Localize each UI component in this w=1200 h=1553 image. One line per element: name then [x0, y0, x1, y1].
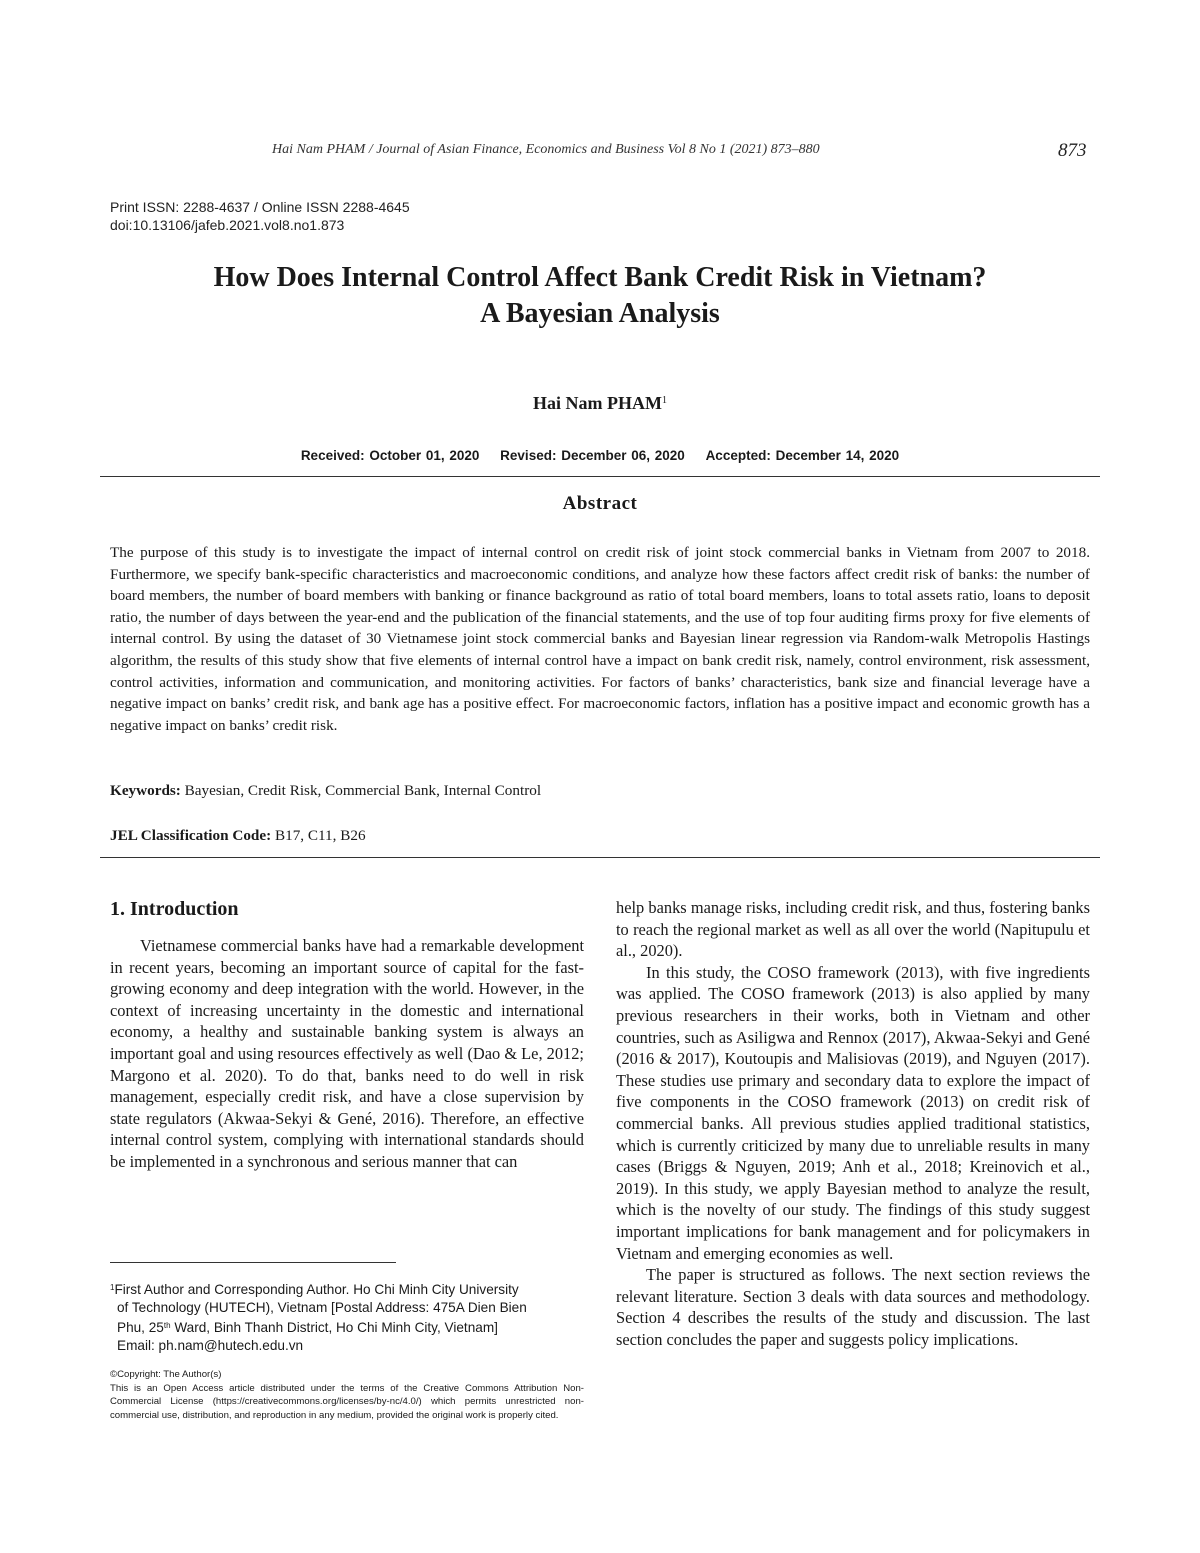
footnote-line-2: of Technology (HUTECH), Vietnam [Postal Address: 475A Dien Bien	[117, 1300, 527, 1315]
jel-value: B17, C11, B26	[274, 827, 366, 844]
revised-date: Revised: December 06, 2020	[500, 448, 685, 463]
author-name: Hai Nam PHAM	[533, 393, 662, 413]
copyright-text: This is an Open Access article distributed under the terms of the Creative Commons Attribution Non-Commercial License (https://creativecommons.org/licenses/by-nc/4.0/) which permits unrestricted non-commercial use, distribution, and reproduction in any medium, provided the original work is properly cited.	[110, 1382, 584, 1421]
footnote-divider	[110, 1262, 396, 1263]
jel-classification	[110, 827, 366, 845]
received-date: Received: October 01, 2020	[300, 448, 480, 463]
footnote-line-3: Phu, 25th Ward, Binh Thanh District, Ho Chi Minh City, Vietnam]	[117, 1320, 498, 1335]
intro-paragraph-1: Vietnamese commercial banks have had a remarkable development in recent years, becoming an important source of capital for the fast-growing economy and deep integration with the world. However, in the context of increasing uncertainty in the domestic and international economy, a healthy and sustainable banking system is always an important goal and using resources effectively as well (Dao & Le, 2012; Margono et al. 2020). To do that, banks need to do well in risk management, especially credit risk, and have a close supervision by state regulators (Akwaa-Sekyi & Gené, 2016). Therefore, an effective internal control system, complying with international standards should be implemented in a synchronous and serious manner that can	[110, 936, 584, 1171]
submission-dates	[0, 448, 1200, 463]
doi-line: doi:10.13106/jafeb.2021.vol8.no1.873	[110, 217, 345, 233]
intro-paragraph-1-continued: help banks manage risks, including credit risk, and thus, fostering banks to reach the regional market as well as all over the world (Napitupulu et al., 2020).	[616, 898, 1090, 961]
top-divider	[100, 476, 1100, 477]
copyright-notice	[110, 1368, 584, 1422]
intro-paragraph-2: In this study, the COSO framework (2013), with five ingredients was applied. The COSO framework (2013) is also applied by many previous researchers in their works, both in Vietnam and other countries, such as Asiligwa and Rennox (2017), Akwaa-Sekyi and Gené (2016 & 2017), Koutoupis and Malisiovas (2019), and Nguyen (2017). These studies use primary and secondary data to explore the impact of five components in the COSO framework (2013) on credit risk of commercial banks. All previous studies applied traditional statistics, which is currently criticized by many due to unreliable results in many cases (Briggs & Nguyen, 2019; Anh et al., 2018; Kreinovich et al., 2019). In this study, we apply Bayesian method to analyze the result, which is the novelty of our study. The findings of this study suggest important implications for bank management and for policymakers in Vietnam and emerging economies as well.	[616, 962, 1090, 1263]
bottom-divider	[100, 857, 1100, 858]
author-footnote	[110, 1279, 584, 1355]
title-line-1: How Does Internal Control Affect Bank Credit Risk in Vietnam?	[213, 262, 987, 293]
abstract-text: The purpose of this study is to investigate the impact of internal control on credit risk of joint stock commercial banks in Vietnam from 2007 to 2018. Furthermore, we specify bank-specific characteristics and macroeconomic conditions, and analyze how these factors affect credit risk of banks: the number of board members, the number of board members with banking or finance background as ratio of total board members, loans to total assets ratio, loans to deposit ratio, the number of days between the year-end and the publication of the financial statements, and the use of top four auditing firms proxy for five elements of internal control. By using the dataset of 30 Vietnamese joint stock commercial banks and Bayesian linear regression via Random-walk Metropolis Hastings algorithm, the results of this study show that five elements of internal control have a impact on bank credit risk, namely, control environment, risk assessment, control activities, information and communication, and monitoring activities. For factors of banks’ characteristics, bank size and financial leverage have a negative impact on banks’ credit risk, and bank age has a positive effect. For macroeconomic factors, inflation has a positive impact and economic growth has a negative impact on banks’ credit risk.	[110, 544, 1090, 734]
abstract-heading: Abstract	[562, 493, 638, 514]
title-line-2: A Bayesian Analysis	[480, 298, 720, 329]
issn-line: Print ISSN: 2288-4637 / Online ISSN 2288-4645	[110, 199, 410, 215]
author-affiliation-marker: 1	[661, 395, 667, 406]
footnote-marker: 1	[110, 1283, 115, 1292]
copyright-heading: ©Copyright: The Author(s)	[110, 1369, 222, 1380]
jel-label: JEL Classification Code:	[110, 827, 272, 844]
intro-paragraph-3: The paper is structured as follows. The next section reviews the relevant literature. Section 3 deals with data sources and methodology. Section 4 describes the results of the study and discussion. The last section concludes the paper and suggests policy implications.	[616, 1265, 1090, 1349]
journal-citation: Hai Nam PHAM / Journal of Asian Finance, Economics and Business Vol 8 No 1 (2021) 873–880	[272, 142, 820, 157]
keywords	[110, 782, 541, 800]
keywords-value: Bayesian, Credit Risk, Commercial Bank, Internal Control	[184, 782, 542, 799]
author-line	[0, 393, 1200, 414]
accepted-date: Accepted: December 14, 2020	[705, 448, 900, 463]
page-number: 873	[1058, 140, 1087, 161]
footnote-email: Email: ph.nam@hutech.edu.vn	[117, 1338, 304, 1353]
footnote-line-1: $^1$First Author and Corresponding Author. Ho Chi Minh City University	[110, 1282, 519, 1297]
introduction-heading: 1. Introduction	[110, 898, 239, 920]
right-column	[616, 897, 1090, 1350]
paper-title	[0, 260, 1200, 332]
keywords-label: Keywords:	[110, 782, 181, 799]
issn-block	[110, 198, 410, 234]
left-column	[110, 897, 584, 1173]
